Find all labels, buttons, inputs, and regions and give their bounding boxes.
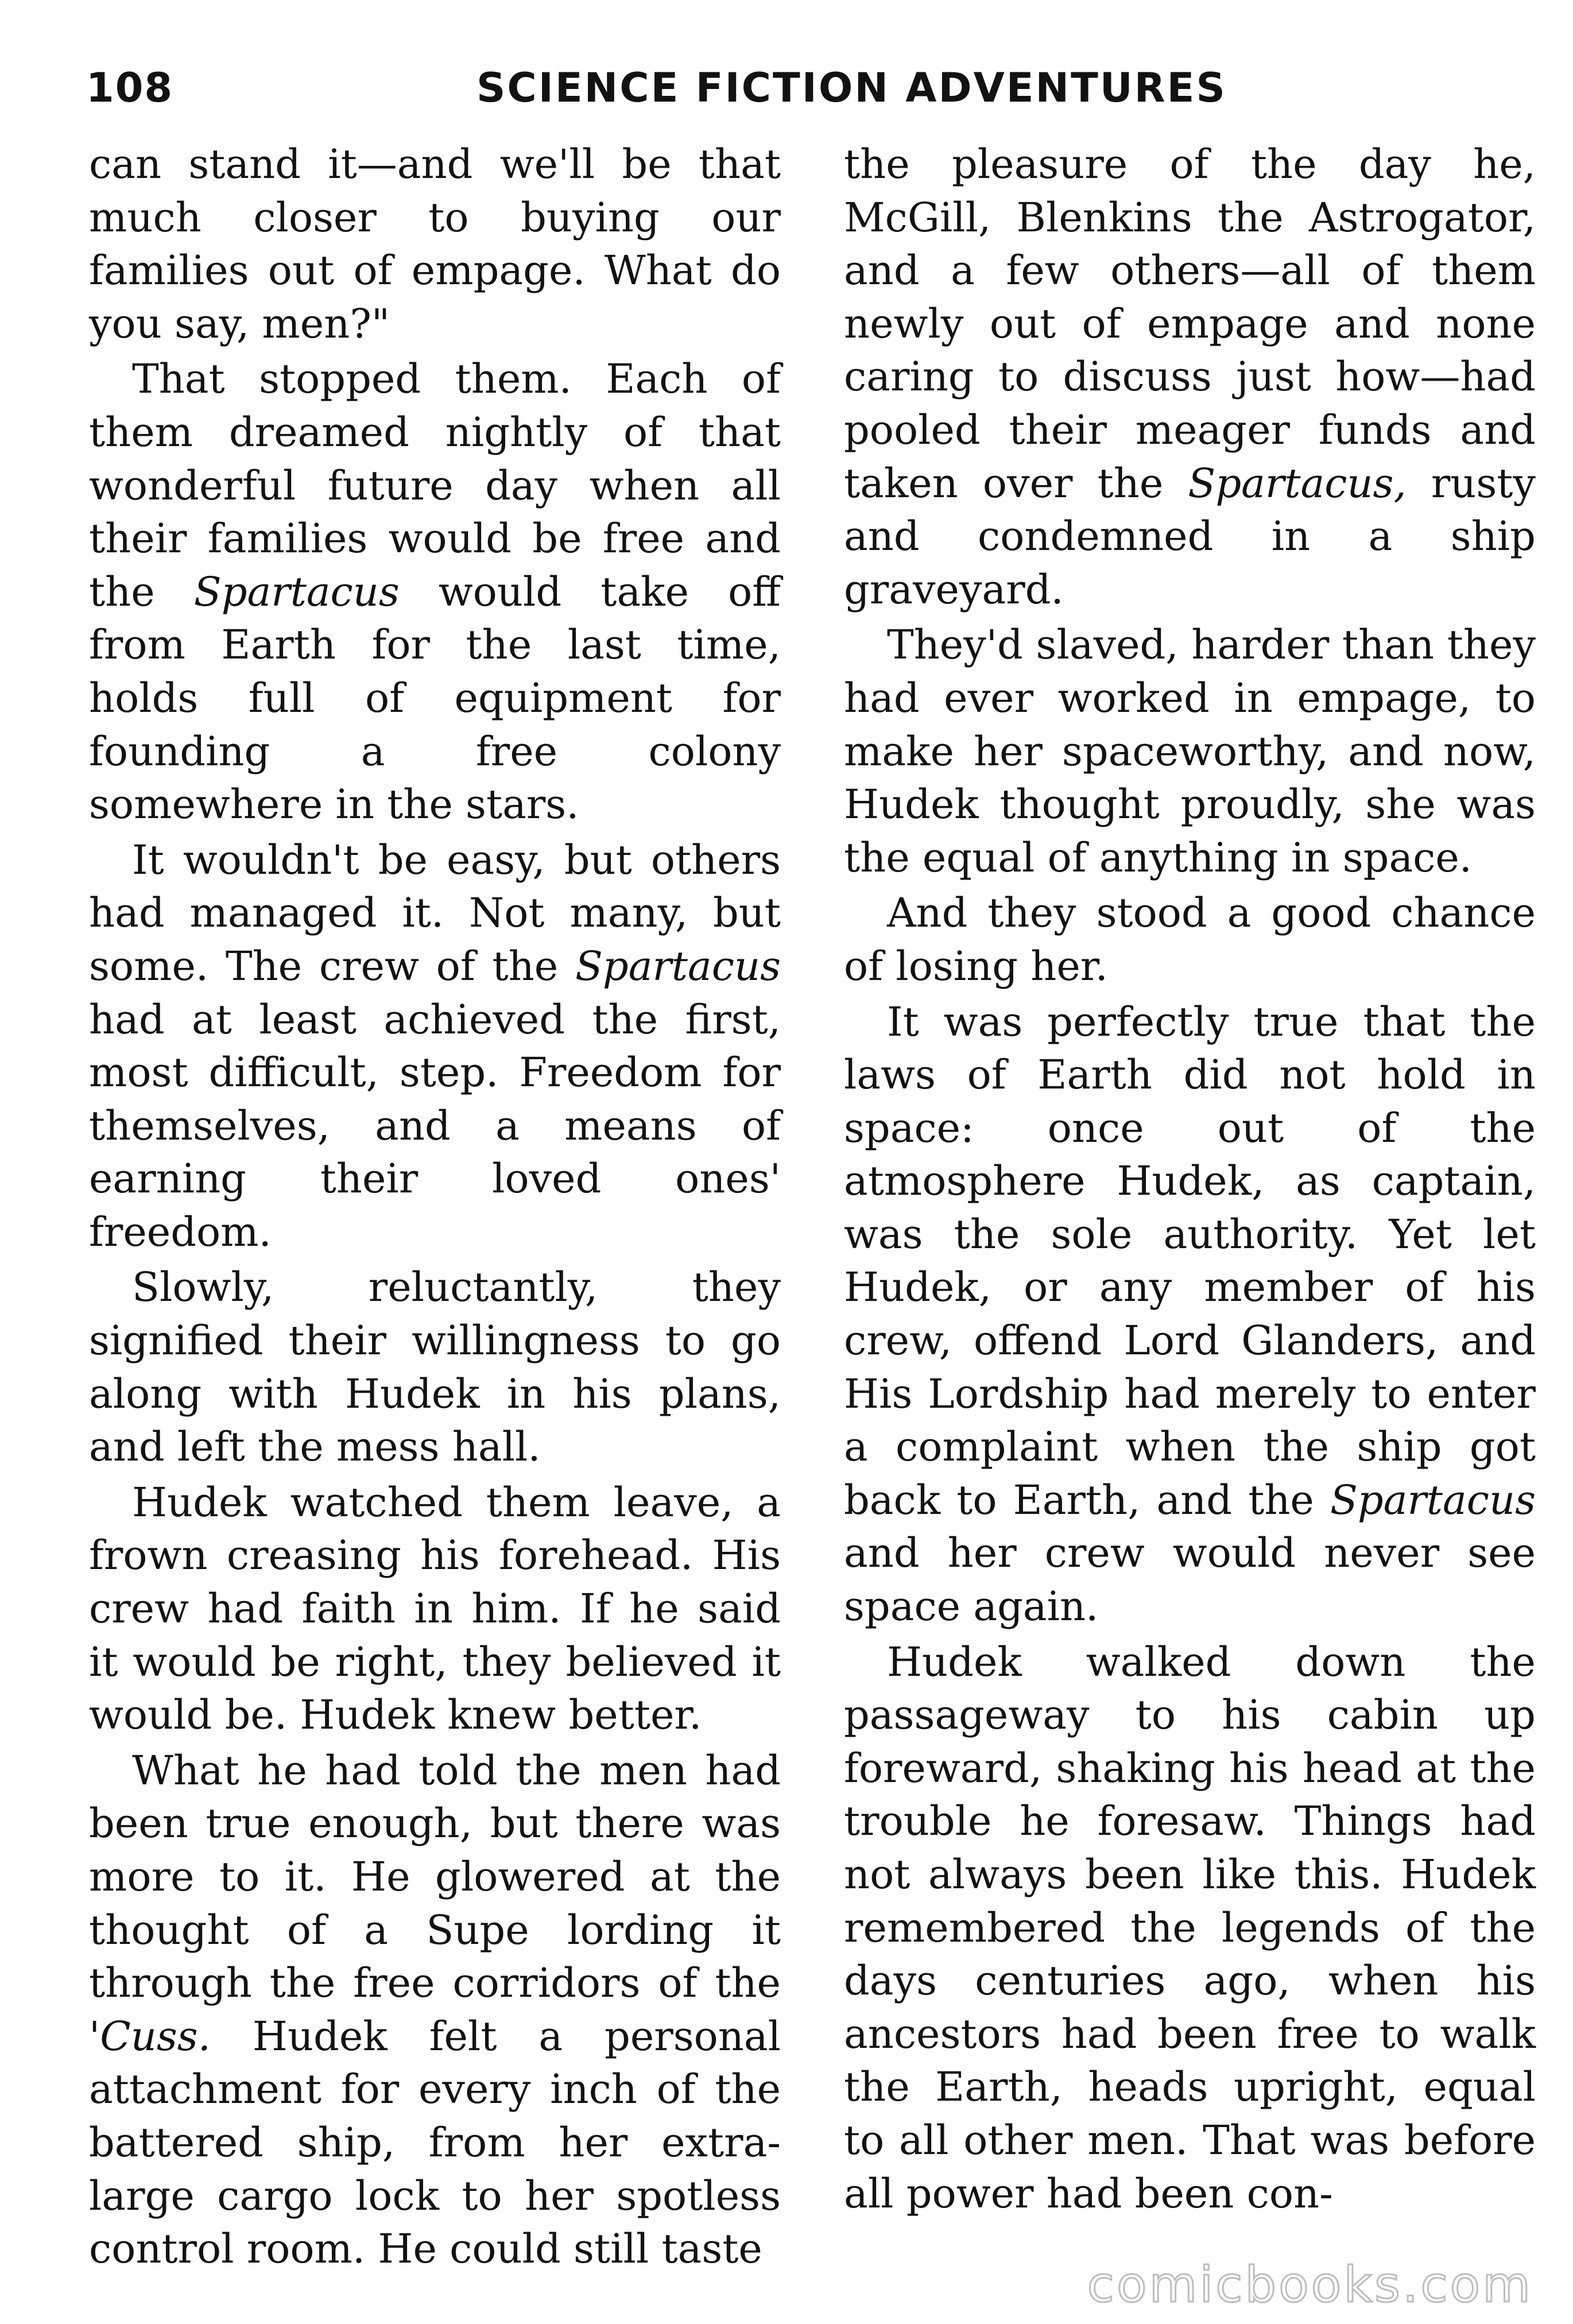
paragraph: And they stood a good chance of losing her. [844, 889, 1536, 990]
running-title: SCIENCE FICTION ADVENTURES [476, 64, 1227, 111]
watermark: comicbooks.com [1087, 2256, 1533, 2314]
ship-name: Spartacus [1330, 1476, 1536, 1524]
paragraph: It was perfectly true that the laws of Earth did not hold in space: once out of the atmosphere Hudek, as captain, was the sole authority. Yet let Hudek, or any member of his crew, offend Lord Glanders, and His Lordship had merely to enter a complaint when the ship got back to Earth, and the Spartacus and her crew would never see space again. [844, 998, 1536, 1630]
paragraph: the pleasure of the day he, McGill, Blenkins the Astrogator, and a few others—all of them newly out of empage and none caring to discuss just how—had pooled their meager funds and taken over the Spartacus, rusty and condemned in a ship graveyard. [844, 141, 1536, 613]
paragraph: It wouldn't be easy, but others had managed it. Not many, but some. The crew of the Spartacus had at least achieved the first, most difficult, step. Freedom for themselves, and a means of earning their loved ones' freedom. [89, 836, 781, 1256]
paragraph: What he had told the men had been true enough, but there was more to it. He glowered at the thought of a Supe lording it through the free corridors of the 'Cuss. Hudek felt a personal attachment for every inch of the battered ship, from her extra-large cargo lock to her spotless control room. He could still taste [89, 1746, 781, 2273]
left-column [89, 138, 781, 2276]
ship-name: 'Cuss. [89, 2012, 211, 2060]
paragraph: That stopped them. Each of them dreamed nightly of that wonderful future day when all their families would be free and the Spartacus would take off from Earth for the last time, holds full of equipment for founding a free colony somewhere in the stars. [89, 355, 781, 828]
page-header [86, 64, 1504, 127]
paragraph: Hudek walked down the passageway to his cabin up foreward, shaking his head at the trouble he foresaw. Things had not always been like this. Hudek remembered the legends of the days centuries ago, when his ancestors had been free to walk the Earth, heads upright, equal to all other men. That was before all power had been con- [844, 1638, 1536, 2217]
right-column [844, 138, 1536, 2220]
ship-name: Spartacus [193, 568, 400, 615]
paragraph: Slowly, reluctantly, they signified their willingness to go along with Hudek in his plans, and left the mess hall. [89, 1264, 781, 1471]
page-number: 108 [86, 64, 174, 111]
ship-name: Spartacus [575, 942, 781, 990]
paragraph: Hudek watched them leave, a frown creasing his forehead. His crew had faith in him. If he said it would be right, they believed it would be. Hudek knew better. [89, 1478, 781, 1739]
ship-name: Spartacus, [1188, 459, 1407, 507]
paragraph: They'd slaved, harder than they had ever worked in empage, to make her spaceworthy, and now, Hudek thought proudly, she was the equal of anything in space. [844, 621, 1536, 881]
paragraph: can stand it—and we'll be that much closer to buying our families out of empage. What do you say, men?" [89, 141, 781, 347]
